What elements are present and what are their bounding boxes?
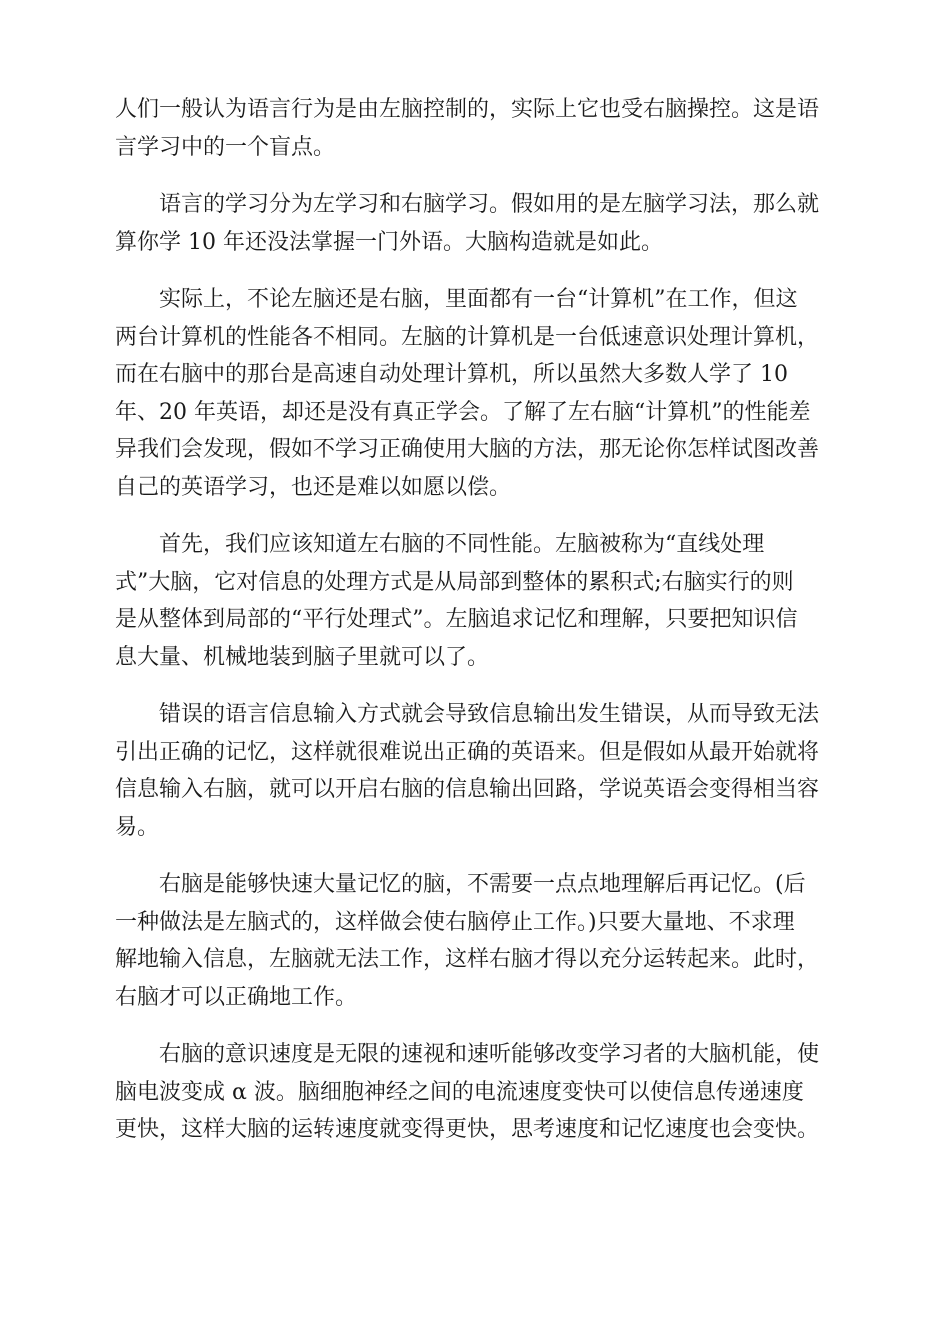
paragraph-4: 首先，我们应该知道左右脑的不同性能。左脑被称为“直线处理 式”大脑，它对信息的处理方式是从局部到整体的累积式;右脑实行的则 是从整体到局部的“平行处理式”。左脑追求记忆和理解，只要把知识信 息大量、机械地装到脑子里就可以了。 [115,532,798,670]
paragraph-7: 右脑的意识速度是无限的速视和速听能够改变学习者的大脑机能，使 脑电波变成 α 波。脑细胞神经之间的电流速度变快可以使信息传递速度 更快，这样大脑的运转速度就变得更快，思考速度和记忆速度也会变快。 [115,1042,820,1142]
paragraph-1: 人们一般认为语言行为是由左脑控制的，实际上它也受右脑操控。这是语 言学习中的一个盲点。 [115,97,820,160]
paragraph-2: 语言的学习分为左学习和右脑学习。假如用的是左脑学习法，那么就 算你学 10 年还没法掌握一门外语。大脑构造就是如此。 [115,192,820,255]
paragraph-5: 错误的语言信息输入方式就会导致信息输出发生错误，从而导致无法 引出正确的记忆，这样就很难说出正确的英语来。但是假如从最开始就将 信息输入右脑，就可以开启右脑的信息输出回路，学说英语会变得相当容 易。 [115,702,820,840]
paragraph-6: 右脑是能够快速大量记忆的脑，不需要一点点地理解后再记忆。(后 一种做法是左脑式的，这样做会使右脑停止工作。)只要大量地、不求理 解地输入信息，左脑就无法工作，这样右脑才得以充分运转起来。此时， 右脑才可以正确地工作。 [115,872,820,1010]
document-body [115,91,837,1169]
paragraph-3: 实际上，不论左脑还是右脑，里面都有一台“计算机”在工作，但这 两台计算机的性能各不相同。左脑的计算机是一台低速意识处理计算机， 而在右脑中的那台是高速自动处理计算机，所以虽然大多数人学了 10 年、20 年英语，却还是没有真正学会。了解了左右脑“计算机”的性能差 异我们会发现，假如不学习正确使用大脑的方法，那无论你怎样试图改善 自己的英语学习，也还是难以如愿以偿。 [115,287,820,500]
